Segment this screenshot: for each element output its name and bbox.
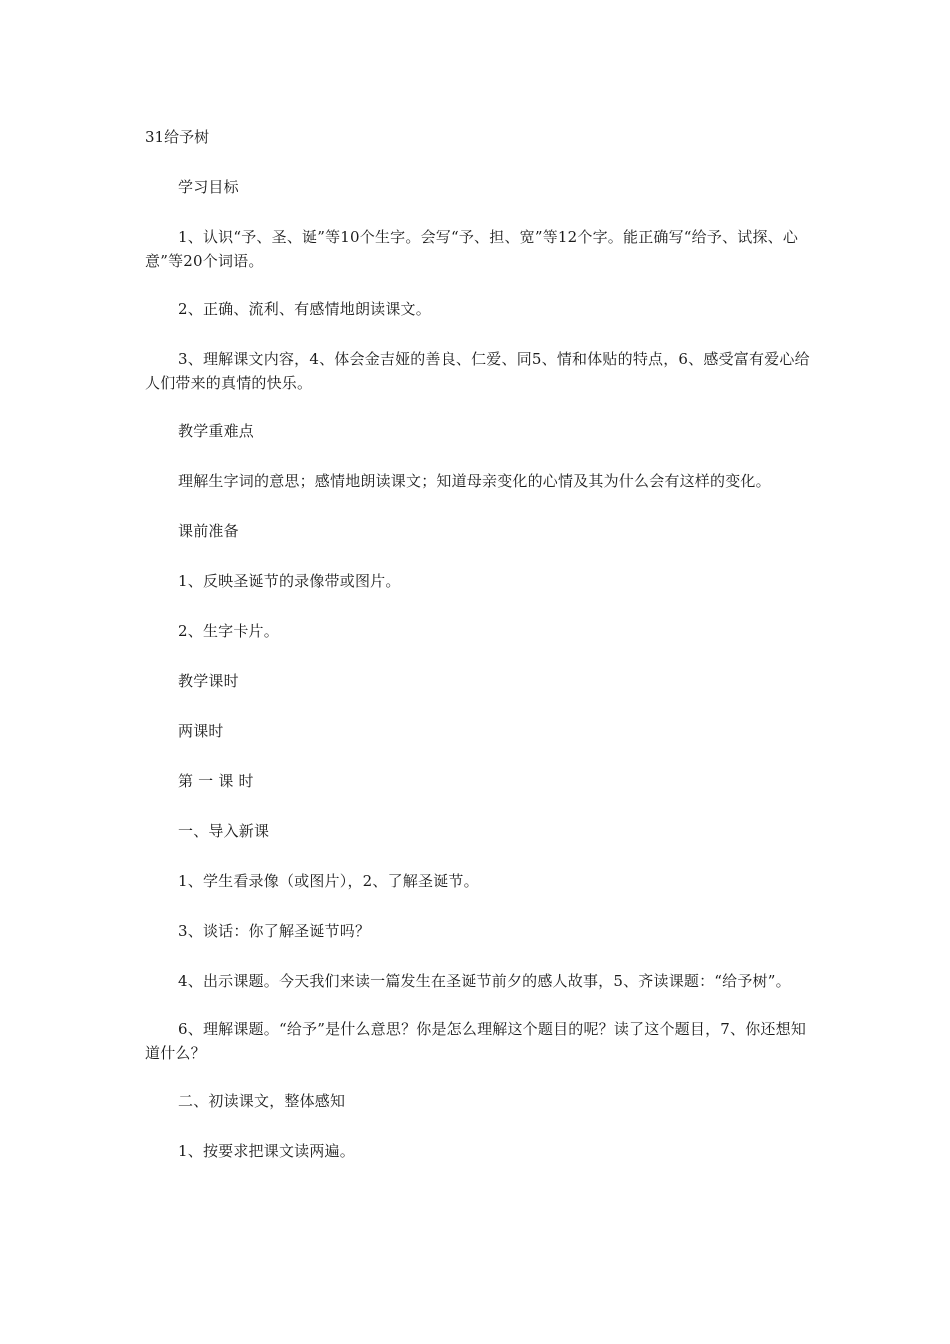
intro-step-4: 4、出示课题。今天我们来读一篇发生在圣诞节前夕的感人故事，5、齐读课题：“给予树”。 bbox=[178, 972, 791, 990]
reading-step-1: 1、按要求把课文读两遍。 bbox=[178, 1142, 355, 1160]
heading-first-lesson: 第 一 课 时 bbox=[178, 772, 254, 790]
intro-step-3: 3、谈话：你了解圣诞节吗？ bbox=[178, 922, 371, 940]
intro-step-6: 6、理解课题。“给予”是什么意思？你是怎么理解这个题目的呢？读了这个题目，7、你还想知道什么？ bbox=[145, 1020, 807, 1062]
heading-preparation: 课前准备 bbox=[178, 522, 239, 540]
heading-class-hours: 教学课时 bbox=[178, 672, 239, 690]
section-first-reading: 二、初读课文，整体感知 bbox=[178, 1092, 346, 1110]
key-points-text: 理解生字词的意思；感情地朗读课文；知道母亲变化的心情及其为什么会有这样的变化。 bbox=[178, 472, 771, 490]
goal-item-1: 1、认识“予、圣、诞”等10个生字。会写“予、担、宽”等12个字。能正确写“给予、试探、心意”等20个词语。 bbox=[145, 228, 799, 270]
document-page bbox=[145, 125, 815, 1189]
preparation-item-2: 2、生字卡片。 bbox=[178, 622, 279, 640]
goal-item-2: 2、正确、流利、有感情地朗读课文。 bbox=[178, 300, 431, 318]
heading-learning-goals: 学习目标 bbox=[178, 178, 239, 196]
class-hours-text: 两课时 bbox=[178, 722, 224, 740]
heading-key-points: 教学重难点 bbox=[178, 422, 255, 440]
document-title: 31给予树 bbox=[145, 128, 210, 146]
section-introduction: 一、导入新课 bbox=[178, 822, 270, 840]
intro-step-1: 1、学生看录像（或图片），2、了解圣诞节。 bbox=[178, 872, 479, 890]
preparation-item-1: 1、反映圣诞节的录像带或图片。 bbox=[178, 572, 401, 590]
goal-item-3: 3、理解课文内容，4、体会金吉娅的善良、仁爱、同5、情和体贴的特点，6、感受富有爱心给人们带来的真情的快乐。 bbox=[145, 350, 810, 392]
